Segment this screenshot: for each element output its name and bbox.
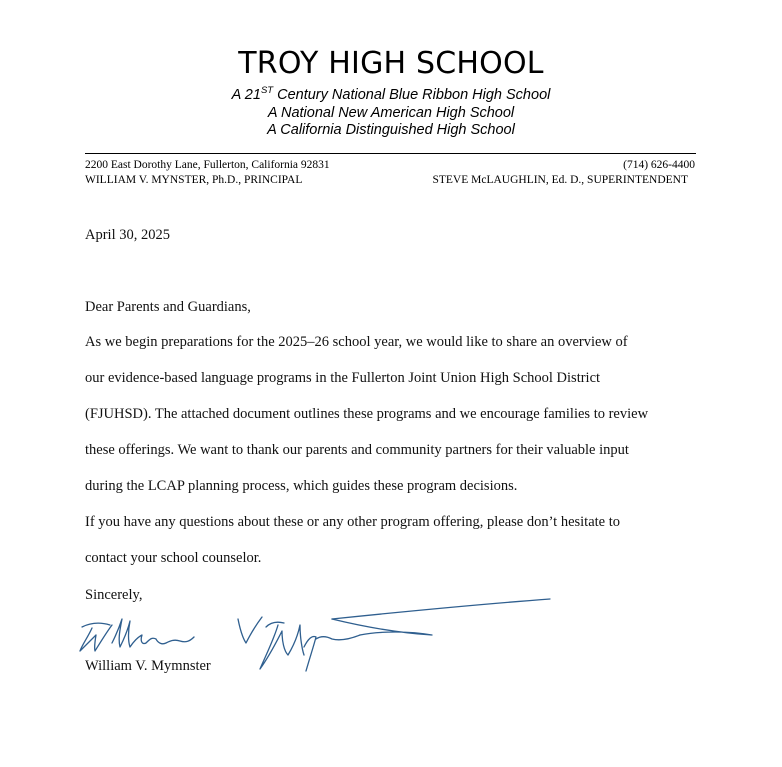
body-line: As we begin preparations for the 2025–26 school year, we would like to share an overview of	[85, 334, 628, 350]
closing: Sincerely,	[85, 587, 143, 603]
body-line: (FJUHSD). The attached document outlines these programs and we encourage families to review	[85, 406, 649, 422]
tagline-new-american: A National New American High School	[267, 105, 515, 121]
letter-date: April 30, 2025	[85, 227, 170, 243]
tagline-superscript: ST	[260, 85, 274, 96]
principal-name: WILLIAM V. MYNSTER, Ph.D., PRINCIPAL	[85, 174, 303, 186]
body-line: contact your school counselor.	[85, 550, 262, 566]
body-line: these offerings. We want to thank our parents and community partners for their valuable input	[85, 442, 629, 458]
body-line: If you have any questions about these or any other program offering, please don’t hesitate to	[85, 514, 621, 530]
body-line: our evidence-based language programs in the Fullerton Joint Union High School District	[85, 370, 601, 386]
tagline-blue-ribbon-suffix: Century National Blue Ribbon High School	[273, 87, 551, 103]
tagline-distinguished: A California Distinguished High School	[267, 122, 515, 138]
tagline-blue-ribbon-prefix: A 21	[231, 87, 261, 103]
school-phone: (714) 626-4400	[623, 159, 695, 171]
signer-name: William V. Mymnster	[85, 658, 211, 674]
salutation: Dear Parents and Guardians,	[85, 299, 251, 315]
body-line: during the LCAP planning process, which guides these program decisions.	[85, 478, 518, 494]
school-name: TROY HIGH SCHOOL	[238, 46, 544, 81]
tagline-blue-ribbon	[0, 86, 782, 104]
letterhead-divider	[85, 153, 696, 154]
school-address: 2200 East Dorothy Lane, Fullerton, California 92831	[85, 159, 330, 171]
superintendent-name: STEVE McLAUGHLIN, Ed. D., SUPERINTENDENT	[432, 174, 688, 186]
